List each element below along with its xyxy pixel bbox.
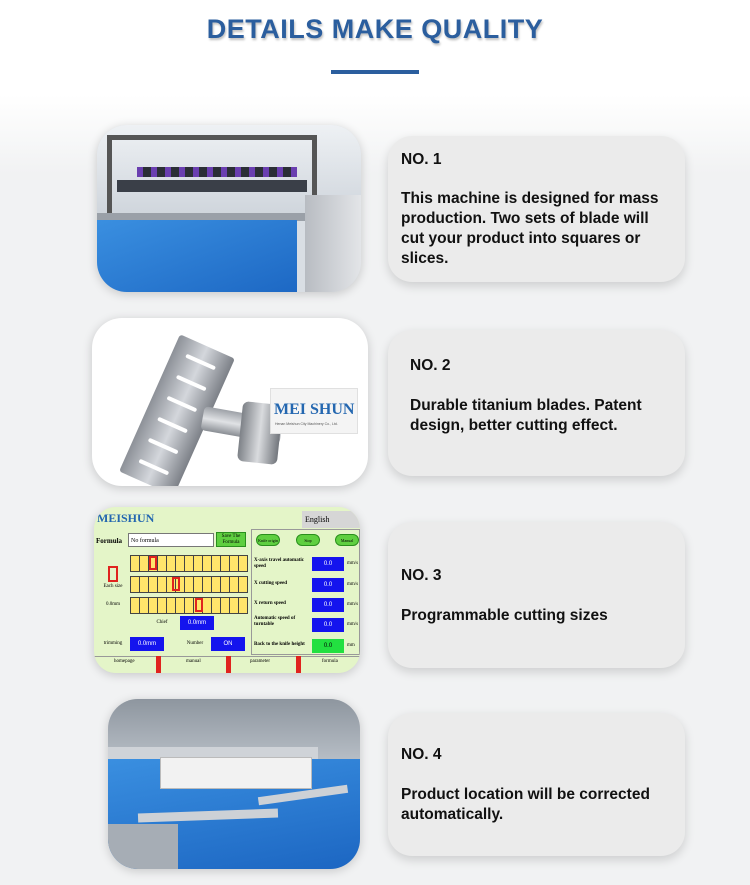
feature-number: NO. 1 — [401, 151, 442, 168]
param-label: Back to the knife height — [254, 642, 305, 647]
brand-logo: MEI SHUN Henan Meishun City Machinery Co., Ltd. — [270, 388, 358, 434]
formula-select: No formula — [128, 533, 214, 547]
save-formula-button: Save The Formula — [216, 532, 246, 547]
tab-formula: formula — [322, 659, 338, 664]
chief-label: Chief — [156, 620, 168, 625]
knife-origin-button: Knife origin — [256, 534, 280, 546]
param-value: 0.0 — [312, 598, 344, 612]
conveyor-photo — [108, 699, 360, 869]
param-value: 0.0 — [312, 578, 344, 592]
tab-manual: manual — [186, 659, 201, 664]
blade-photo — [92, 318, 368, 486]
feature-number: NO. 3 — [401, 567, 442, 584]
number-label: Number — [186, 641, 204, 646]
trimming-value: 0.0mm — [130, 637, 164, 651]
control-screen-photo — [94, 507, 360, 673]
feature-card-4 — [388, 713, 685, 856]
number-value: ON — [211, 637, 245, 651]
title-underline — [331, 70, 419, 74]
language-button: English — [302, 511, 360, 528]
feature-card-2 — [388, 330, 685, 476]
feature-number: NO. 2 — [410, 357, 451, 374]
chief-value: 0.0mm — [180, 616, 214, 630]
hmi-brand: MEISHUN — [97, 511, 155, 525]
size-grid — [130, 597, 248, 614]
param-label: X return speed — [254, 601, 286, 606]
trimming-label: trimming — [103, 641, 123, 646]
parameter-panel — [251, 529, 360, 655]
left-value: 0.0mm — [105, 602, 121, 607]
formula-label: Formula — [96, 537, 123, 545]
size-grid — [130, 576, 248, 593]
feature-description: Durable titanium blades. Patent design, better cutting effect. — [410, 397, 642, 434]
param-unit: mm — [347, 643, 355, 648]
feature-number: NO. 4 — [401, 746, 442, 763]
size-marker — [149, 556, 157, 570]
each-size-label: Each size — [103, 584, 123, 589]
param-unit: mm/s — [347, 561, 359, 566]
tab-homepage: homepage — [114, 659, 135, 664]
feature-card-1 — [388, 136, 685, 282]
size-grid — [130, 555, 248, 572]
param-label: X-axis travel automatic speed — [254, 558, 304, 569]
param-unit: mm/s — [347, 582, 359, 587]
param-value: 0.0 — [312, 618, 344, 632]
param-value: 0.0 — [312, 557, 344, 571]
feature-card-3 — [388, 522, 685, 668]
param-label: X cutting speed — [254, 581, 288, 586]
machine-photo — [97, 125, 361, 292]
stop-button: Stop — [296, 534, 320, 546]
size-marker — [195, 598, 203, 612]
size-marker — [108, 566, 118, 582]
param-label: Automatic speed of turntable — [254, 616, 296, 627]
feature-description: Programmable cutting sizes — [401, 607, 608, 624]
param-unit: mm/s — [347, 602, 359, 607]
size-marker — [172, 577, 180, 591]
param-unit: mm/s — [347, 622, 359, 627]
page-title: DETAILS MAKE QUALITY — [206, 14, 544, 44]
manual-button: Manual — [335, 534, 359, 546]
feature-description: This machine is designed for mass production. Two sets of blade will cut your product into squares or slices. — [401, 190, 659, 267]
tab-parameter: parameter — [250, 659, 270, 664]
feature-description: Product location will be corrected automatically. — [401, 786, 650, 823]
param-value: 0.0 — [312, 639, 344, 653]
